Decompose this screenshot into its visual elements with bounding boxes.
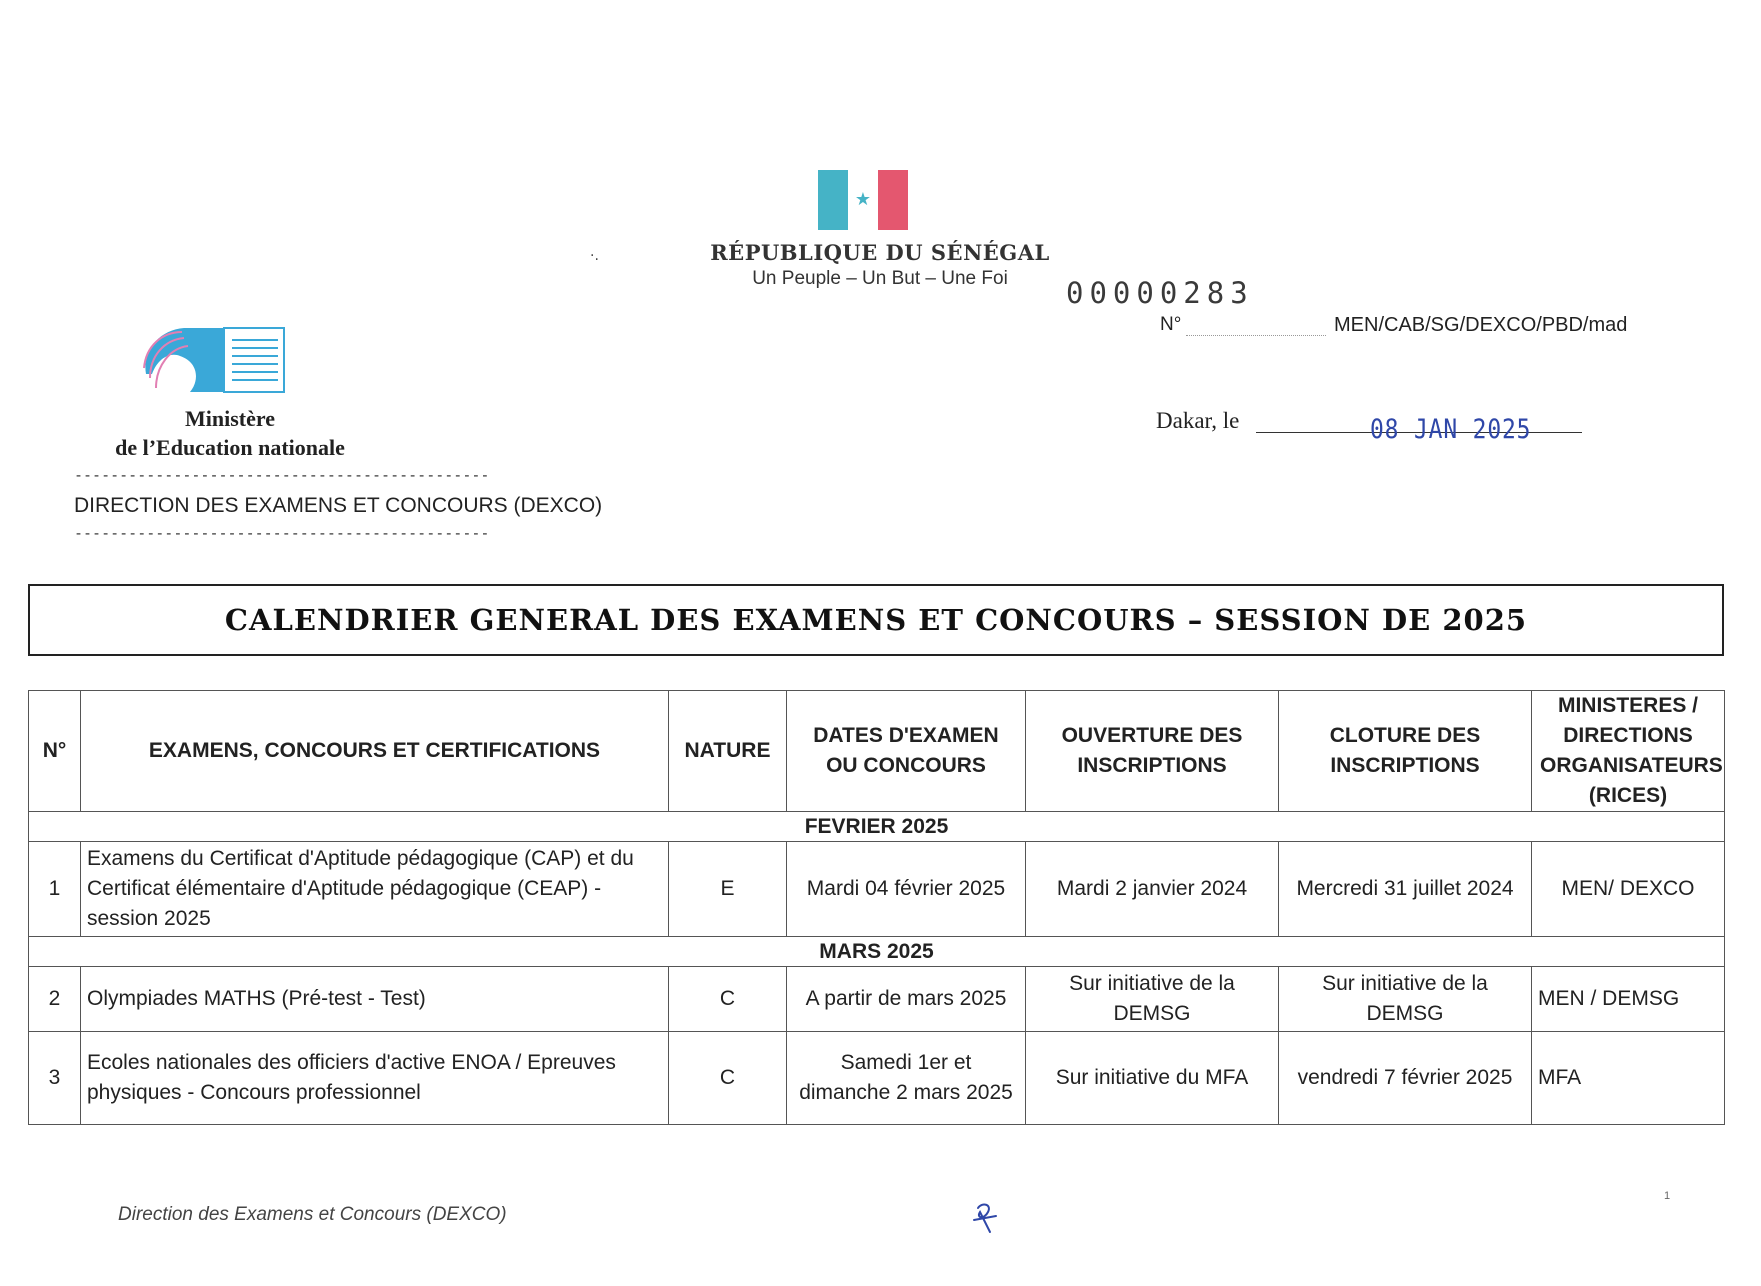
cell-organizer: MEN/ DEXCO: [1532, 842, 1725, 937]
column-header-number: N°: [29, 691, 81, 812]
reference-code: MEN/CAB/SG/DEXCO/PBD/mad: [1334, 314, 1628, 336]
table-row: [29, 967, 1725, 1032]
separator-line: ----------------------------------------------: [74, 466, 490, 484]
senegal-flag: [818, 170, 908, 230]
document-title: CALENDRIER GENERAL DES EXAMENS ET CONCOURS – SESSION DE 2025: [224, 603, 1528, 637]
national-motto: Un Peuple – Un But – Une Foi: [752, 268, 1008, 289]
column-header-closing: CLOTURE DES INSCRIPTIONS: [1279, 691, 1532, 812]
cell-nature: E: [669, 842, 787, 937]
ministry-name: [70, 404, 390, 462]
cell-nature: C: [669, 1032, 787, 1125]
reference-stamp-number: 00000283: [1066, 276, 1254, 310]
cell-organizer: MFA: [1532, 1032, 1725, 1125]
flag-yellow-band: [848, 170, 878, 230]
cell-number: 3: [29, 1032, 81, 1125]
exam-calendar-table: [28, 690, 1725, 1125]
footer-text: Direction des Examens et Concours (DEXCO): [118, 1204, 507, 1225]
table-header-row: [29, 691, 1725, 812]
month-label: FEVRIER 2025: [29, 812, 1725, 842]
month-row: [29, 937, 1725, 967]
column-header-nature: NATURE: [669, 691, 787, 812]
column-header-opening: OUVERTURE DES INSCRIPTIONS: [1026, 691, 1279, 812]
cell-date: A partir de mars 2025: [787, 967, 1026, 1032]
column-header-date: DATES D'EXAMEN OU CONCOURS: [787, 691, 1026, 812]
cell-exam: Olympiades MATHS (Pré-test - Test): [81, 967, 669, 1032]
date-stamp: 08 JAN 2025: [1370, 414, 1532, 445]
cell-date: Mardi 04 février 2025: [787, 842, 1026, 937]
ministry-line-1: Ministère: [184, 406, 275, 431]
month-label: MARS 2025: [29, 937, 1725, 967]
cell-opening: Sur initiative du MFA: [1026, 1032, 1279, 1125]
month-row: [29, 812, 1725, 842]
cell-number: 2: [29, 967, 81, 1032]
handwritten-initials: [968, 1198, 1002, 1238]
column-header-exam: EXAMENS, CONCOURS ET CERTIFICATIONS: [81, 691, 669, 812]
document-title-box: [28, 584, 1724, 656]
cell-closing: Mercredi 31 juillet 2024: [1279, 842, 1532, 937]
reference-dotted-line: [1186, 334, 1326, 336]
city-date-label: Dakar, le: [1156, 408, 1240, 433]
cell-number: 1: [29, 842, 81, 937]
cell-opening: Sur initiative de la DEMSG: [1026, 967, 1279, 1032]
cell-date: Samedi 1er et dimanche 2 mars 2025: [787, 1032, 1026, 1125]
column-header-organizer: MINISTERES / DIRECTIONS ORGANISATEURS (RICES): [1532, 691, 1725, 812]
star-icon: ★: [854, 189, 872, 210]
republic-heading: RÉPUBLIQUE DU SÉNÉGAL: [710, 240, 1050, 265]
direction-name: DIRECTION DES EXAMENS ET CONCOURS (DEXCO): [74, 494, 603, 517]
flag-red-band: [878, 170, 908, 230]
cell-opening: Mardi 2 janvier 2024: [1026, 842, 1279, 937]
scan-mark: ·.: [590, 248, 599, 264]
flag-green-band: [818, 170, 848, 230]
cell-closing: vendredi 7 février 2025: [1279, 1032, 1532, 1125]
cell-organizer: MEN / DEMSG: [1532, 967, 1725, 1032]
table-row: [29, 842, 1725, 937]
cell-exam: Examens du Certificat d'Aptitude pédagogique (CAP) et du Certificat élémentaire d'Aptitude pédagogique (CEAP) - session 2025: [81, 842, 669, 937]
cell-nature: C: [669, 967, 787, 1032]
ministry-line-2: de l’Education nationale: [115, 435, 345, 460]
reference-label: N°: [1160, 314, 1182, 335]
cell-closing: Sur initiative de la DEMSG: [1279, 967, 1532, 1032]
separator-line: ----------------------------------------------: [74, 524, 490, 542]
cell-exam: Ecoles nationales des officiers d'active ENOA / Epreuves physiques - Concours professionnel: [81, 1032, 669, 1125]
page-number: 1: [1664, 1190, 1671, 1202]
table-row: [29, 1032, 1725, 1125]
ministry-logo: [140, 322, 290, 398]
